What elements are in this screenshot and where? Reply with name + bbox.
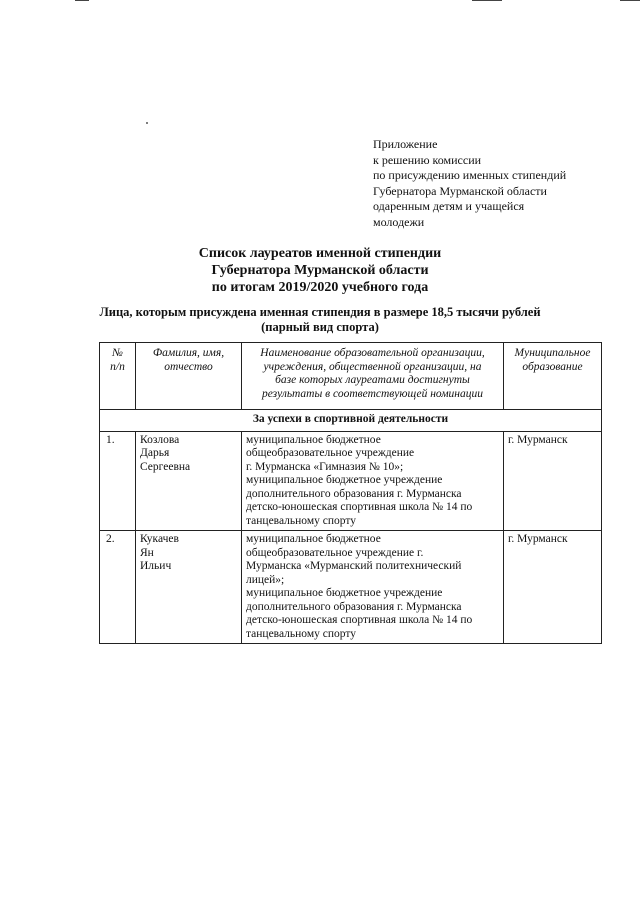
organization-cell: муниципальное бюджетное общеобразовательное учреждение г. Мурманска «Мурманский политехнический лицей»; муниципальное бюджетное учреждение дополнительного образования г. Мурманска детско-юношеская спортивная школа № 14 по танцевальному спорту [242,531,504,644]
subtitle-line: (парный вид спорта) [261,320,379,334]
table-row [100,531,602,644]
document-title [60,245,580,296]
title-line: Губернатора Мурманской области [211,263,429,278]
appendix-line: Приложение [373,137,438,151]
section-row [100,410,602,432]
row-number: 1. [100,431,136,531]
title-line: Список лауреатов именной стипендии [198,246,442,261]
scan-edge-mark-middle [472,0,502,1]
table-header-row [100,343,602,410]
section-title: За успехи в спортивной деятельности [100,410,602,432]
scan-speck [146,122,148,124]
header-organization: Наименование образовательной организации, учреждения, общественной организации, на базе которых лауреатами достигнуты результаты в соответствующей номинации [242,343,504,410]
appendix-line: молодежи [373,214,425,229]
scan-edge-mark-right [620,0,640,1]
header-name: Фамилия, имя, отчество [136,343,242,410]
organization-cell: муниципальное бюджетное общеобразовательное учреждение г. Мурманска «Гимназия № 10»; муниципальное бюджетное учреждение дополнительного образования г. Мурманска детско-юношеская спортивная школа № 14 по танцевальному спорту [242,431,504,531]
title-line: по итогам 2019/2020 учебного года [211,280,429,295]
document-subtitle [40,305,600,335]
laureate-name: Козлова Дарья Сергеевна [136,431,242,531]
header-municipality: Муниципальное образование [504,343,602,410]
appendix-line: одаренным детям и учащейся [373,199,525,213]
subtitle-line: Лица, которым присуждена именная стипендия в размере 18,5 тысячи рублей [99,305,541,319]
scan-edge-mark-left [75,0,89,1]
appendix-block [373,137,613,230]
municipality-cell: г. Мурманск [504,431,602,531]
row-number: 2. [100,531,136,644]
appendix-line: по присуждению именных стипендий [373,168,567,182]
header-num: № п/п [100,343,136,410]
table-row [100,431,602,531]
laureates-table [99,342,602,644]
appendix-line: к решению комиссии [373,152,482,167]
laureate-name: Кукачев Ян Ильич [136,531,242,644]
municipality-cell: г. Мурманск [504,531,602,644]
appendix-line: Губернатора Мурманской области [373,183,547,198]
